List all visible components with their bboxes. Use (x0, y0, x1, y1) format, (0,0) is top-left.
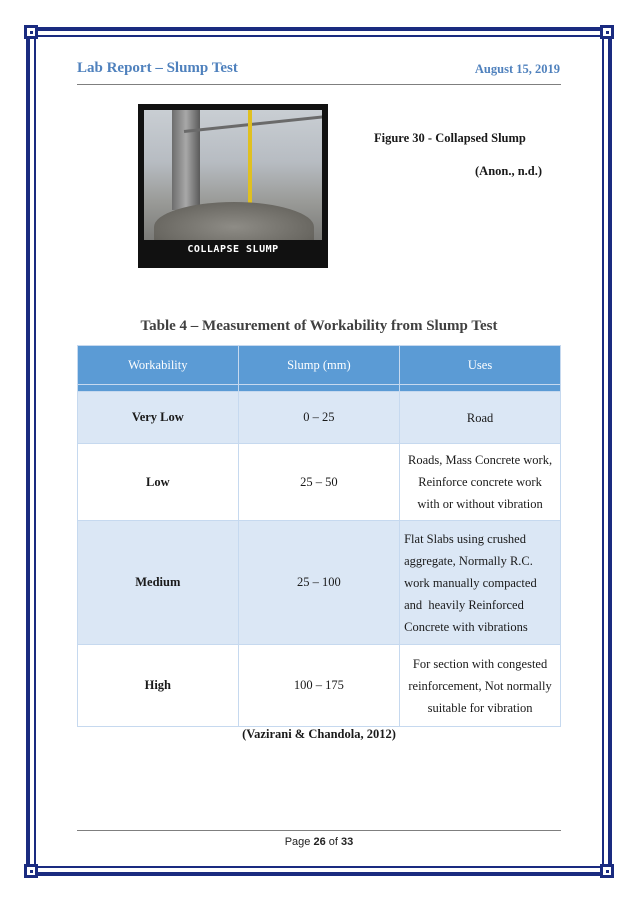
table-row (78, 444, 561, 521)
column-header-uses: Uses (400, 346, 561, 385)
measuring-ruler (248, 110, 252, 205)
table-row (78, 645, 561, 727)
uses-line: Roads, Mass Concrete work, (408, 453, 553, 467)
column-header-slump: Slump (mm) (238, 346, 400, 385)
border-corner-ornament (24, 864, 38, 878)
workability-cell: High (78, 645, 239, 727)
photo-caption: COLLAPSE SLUMP (187, 244, 279, 255)
slump-cell: 0 – 25 (238, 392, 400, 444)
workability-cell: Very Low (78, 392, 239, 444)
uses-line: suitable for vibration (427, 700, 533, 715)
workability-cell: Medium (78, 521, 239, 645)
border-corner-ornament (600, 864, 614, 878)
page-number (0, 836, 638, 848)
border-corner-ornament (24, 25, 38, 39)
photo-scene (144, 110, 322, 240)
workability-table (77, 345, 561, 727)
figure-caption: Figure 30 - Collapsed Slump (374, 131, 526, 145)
table-row (78, 392, 561, 444)
uses-cell (400, 521, 561, 645)
workability-cell: Low (78, 444, 239, 521)
table-title: Table 4 – Measurement of Workability from Slump Test (140, 318, 498, 334)
uses-line: Concrete with vibrations (404, 619, 528, 634)
table-header-band (78, 385, 561, 392)
uses-line: work manually compacted (404, 575, 537, 590)
header-date: August 15, 2019 (474, 62, 560, 76)
footer-divider (77, 830, 561, 831)
tamping-rod (184, 115, 322, 133)
header-divider (77, 84, 561, 85)
table-source: (Vazirani & Chandola, 2012) (242, 727, 396, 741)
slump-cell: 25 – 100 (238, 521, 400, 645)
page-total: 33 (341, 836, 354, 848)
uses-line: Reinforce concrete work (418, 475, 542, 489)
column-header-workability: Workability (78, 346, 239, 385)
uses-line: aggregate, Normally R.C. (404, 553, 533, 568)
uses-line: reinforcement, Not normally (408, 678, 552, 693)
border-corner-ornament (600, 25, 614, 39)
header-title: Lab Report – Slump Test (77, 60, 238, 76)
uses-line: Flat Slabs using crushed (404, 531, 526, 546)
slump-cell: 100 – 175 (238, 645, 400, 727)
page-of: of (328, 836, 338, 848)
uses-cell (400, 645, 561, 727)
slump-cone (172, 110, 200, 210)
uses-line: and heavily Reinforced (404, 597, 524, 612)
slump-cell: 25 – 50 (238, 444, 400, 521)
page-current: 26 (313, 836, 326, 848)
page-label: Page (284, 836, 311, 848)
collapsed-slump-photo (138, 104, 328, 268)
uses-line: For section with congested (412, 656, 548, 671)
table-header-row (78, 346, 561, 385)
figure-source: (Anon., n.d.) (475, 164, 543, 178)
uses-cell (400, 392, 561, 444)
uses-line: Road (466, 410, 494, 425)
uses-cell (400, 444, 561, 521)
uses-line: with or without vibration (417, 497, 543, 511)
table-row (78, 521, 561, 645)
